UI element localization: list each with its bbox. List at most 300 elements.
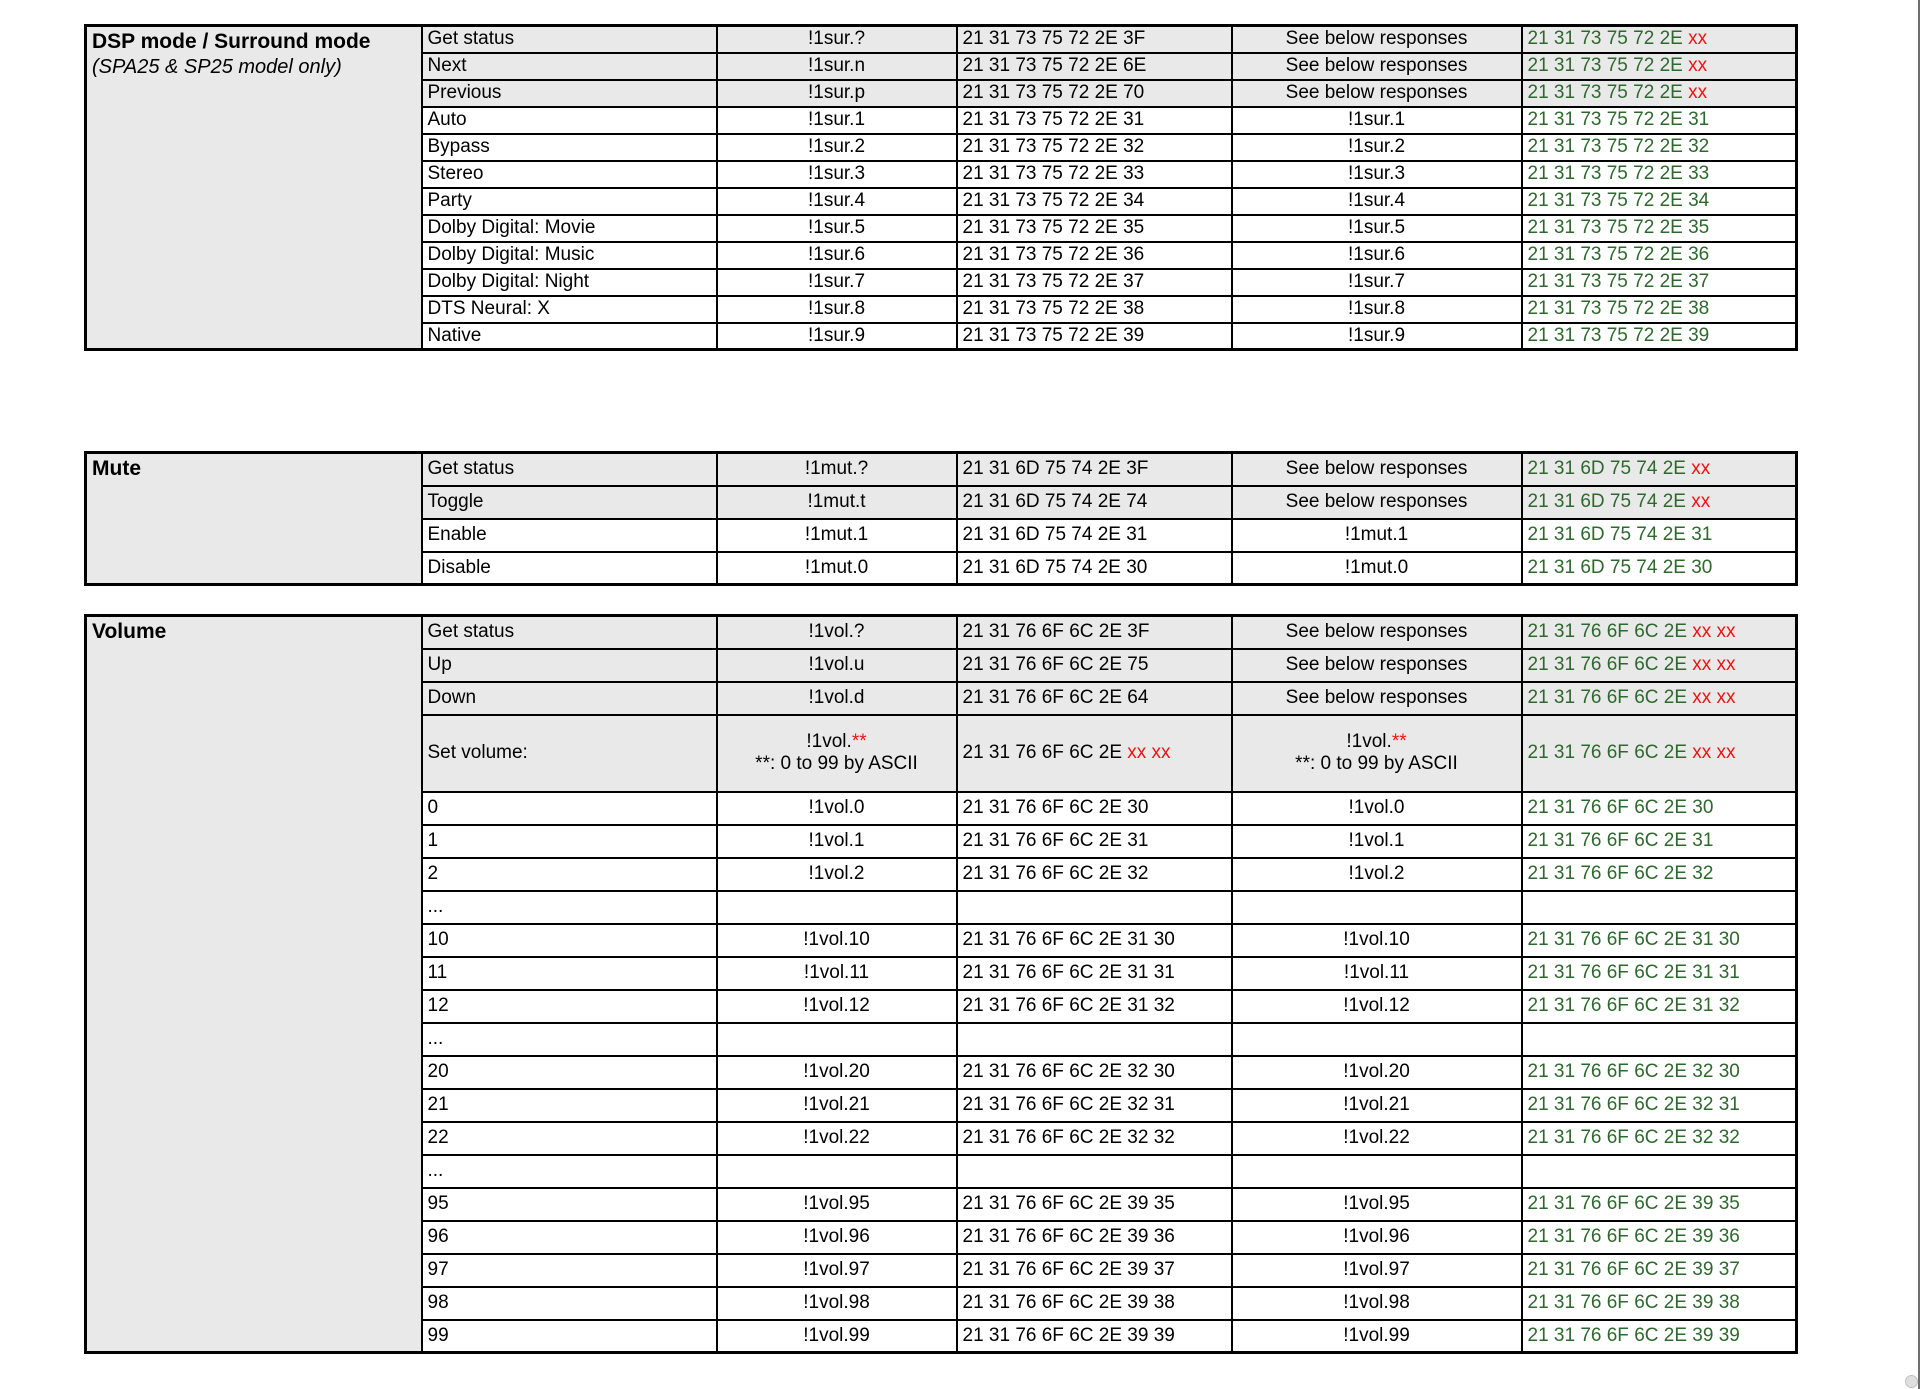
cell-hex-response bbox=[1522, 616, 1797, 649]
cell-hex-response bbox=[1522, 1056, 1797, 1089]
cell-line bbox=[723, 325, 951, 347]
cell-ascii-command bbox=[717, 269, 957, 296]
cell-line bbox=[963, 82, 1226, 104]
cell-line bbox=[1238, 217, 1516, 239]
cell-hex-response bbox=[1522, 1221, 1797, 1254]
cell-hex-response bbox=[1522, 552, 1797, 585]
cell-command-name: Get status bbox=[422, 616, 717, 649]
cell-hex-response bbox=[1522, 891, 1797, 924]
cell-command-name: 1 bbox=[422, 825, 717, 858]
cell-line bbox=[1238, 325, 1516, 347]
cell-text: 21 31 76 6F 6C 2E 32 30 bbox=[962, 1061, 1175, 1083]
cell-line bbox=[963, 325, 1226, 347]
cell-hex-response bbox=[1522, 1254, 1797, 1287]
cell-text: 21 31 76 6F 6C 2E bbox=[1527, 621, 1693, 643]
cell-ascii-command bbox=[717, 80, 957, 107]
cell-text: 21 31 73 75 72 2E bbox=[1527, 82, 1689, 104]
cell-command-name: Stereo bbox=[422, 161, 717, 188]
cell-hex-response bbox=[1522, 519, 1797, 552]
cell-text: !1sur.9 bbox=[807, 324, 866, 346]
cell-hex-command bbox=[957, 26, 1232, 53]
cell-command-name: DTS Neural: X bbox=[422, 296, 717, 323]
cell-command-name: Disable bbox=[422, 552, 717, 585]
cell-ascii-command bbox=[717, 1221, 957, 1254]
cell-response bbox=[1232, 486, 1522, 519]
cell-response bbox=[1232, 616, 1522, 649]
category-title: Volume bbox=[92, 620, 167, 643]
cell-command-name: Dolby Digital: Music bbox=[422, 242, 717, 269]
cell-text: 21 31 76 6F 6C 2E 39 35 bbox=[1527, 1193, 1740, 1215]
cell-text: See below responses bbox=[1285, 654, 1468, 676]
cell-command-name: Next bbox=[422, 53, 717, 80]
cell-text: !1vol.21 bbox=[1343, 1094, 1410, 1116]
cell-line bbox=[723, 654, 951, 676]
cell-line bbox=[963, 929, 1226, 951]
cell-response bbox=[1232, 134, 1522, 161]
cell-text: !1sur.2 bbox=[1347, 136, 1406, 158]
cell-text: 21 31 6D 75 74 2E 31 bbox=[1527, 524, 1713, 546]
cell-line bbox=[1528, 557, 1791, 579]
command-table-volume bbox=[84, 614, 1798, 1354]
cell-line bbox=[1238, 830, 1516, 852]
cell-ascii-command bbox=[717, 161, 957, 188]
cell-line bbox=[723, 28, 951, 50]
cell-line bbox=[1238, 1061, 1516, 1083]
cell-text: 21 31 73 75 72 2E 36 bbox=[962, 244, 1145, 266]
cell-text: 21 31 73 75 72 2E 39 bbox=[1527, 324, 1710, 346]
cell-hex-command bbox=[957, 1188, 1232, 1221]
cell-line bbox=[723, 458, 951, 480]
cell-ascii-command bbox=[717, 990, 957, 1023]
cell-ascii-command bbox=[717, 792, 957, 825]
cell-text: 21 31 6D 75 74 2E 30 bbox=[1527, 556, 1713, 578]
cell-command-name: Enable bbox=[422, 519, 717, 552]
cell-line bbox=[1528, 1259, 1791, 1281]
cell-line bbox=[1238, 687, 1516, 709]
cell-hex-command bbox=[957, 649, 1232, 682]
cell-text: !1sur.7 bbox=[807, 271, 866, 293]
cell-command-name: 0 bbox=[422, 792, 717, 825]
cell-text: **: 0 to 99 by ASCII bbox=[755, 753, 918, 774]
table-row bbox=[86, 26, 1797, 53]
cell-response bbox=[1232, 296, 1522, 323]
cell-hex-response bbox=[1522, 1122, 1797, 1155]
command-table-mute bbox=[84, 451, 1798, 586]
table-row bbox=[86, 616, 1797, 649]
cell-text: 21 31 6D 75 74 2E bbox=[1527, 458, 1692, 480]
cell-response bbox=[1232, 53, 1522, 80]
cell-hex-command bbox=[957, 1320, 1232, 1353]
cell-text: 21 31 76 6F 6C 2E bbox=[1527, 742, 1693, 764]
cell-text: xx bbox=[1691, 491, 1711, 513]
cell-text: !1sur.5 bbox=[807, 217, 866, 239]
cell-line bbox=[1238, 1226, 1516, 1248]
cell-text: See below responses bbox=[1285, 82, 1468, 104]
cell-ascii-command bbox=[717, 1320, 957, 1353]
cell-text: !1vol.97 bbox=[1343, 1259, 1410, 1281]
cell-line bbox=[1528, 244, 1791, 266]
cell-line bbox=[1238, 1292, 1516, 1314]
cell-hex-command bbox=[957, 1089, 1232, 1122]
cell-text: !1vol. bbox=[806, 731, 852, 753]
cell-hex-command bbox=[957, 215, 1232, 242]
cell-text: !1sur.4 bbox=[1347, 190, 1406, 212]
cell-text: !1sur.3 bbox=[1347, 163, 1406, 185]
cell-line bbox=[723, 82, 951, 104]
cell-response bbox=[1232, 858, 1522, 891]
cell-command-name: Auto bbox=[422, 107, 717, 134]
cell-line bbox=[1238, 190, 1516, 212]
cell-command-name: Party bbox=[422, 188, 717, 215]
cell-hex-response bbox=[1522, 53, 1797, 80]
cell-text: !1sur.8 bbox=[1347, 298, 1406, 320]
cell-hex-response bbox=[1522, 296, 1797, 323]
cell-hex-command bbox=[957, 134, 1232, 161]
cell-text: xx xx bbox=[1692, 742, 1736, 764]
cell-text: !1mut.1 bbox=[1344, 524, 1409, 546]
cell-line bbox=[1238, 1325, 1516, 1347]
cell-line bbox=[963, 298, 1226, 320]
cell-hex-command bbox=[957, 486, 1232, 519]
cell-ascii-command bbox=[717, 957, 957, 990]
cell-response bbox=[1232, 107, 1522, 134]
cell-text: ** bbox=[851, 731, 867, 753]
cell-text: 21 31 76 6F 6C 2E 39 37 bbox=[1527, 1259, 1740, 1281]
cell-text: See below responses bbox=[1285, 28, 1468, 50]
cell-text: 21 31 76 6F 6C 2E 39 36 bbox=[1527, 1226, 1740, 1248]
cell-line bbox=[723, 621, 951, 643]
cell-hex-command bbox=[957, 453, 1232, 486]
cell-text: 21 31 73 75 72 2E 39 bbox=[962, 324, 1145, 346]
cell-line bbox=[963, 190, 1226, 212]
cell-text: 21 31 76 6F 6C 2E 32 32 bbox=[1527, 1127, 1740, 1149]
cell-line bbox=[963, 830, 1226, 852]
cell-response bbox=[1232, 188, 1522, 215]
cell-text: See below responses bbox=[1285, 621, 1468, 643]
cell-line bbox=[723, 163, 951, 185]
cell-text: xx bbox=[1688, 55, 1708, 77]
cell-command-name: 22 bbox=[422, 1122, 717, 1155]
cell-line bbox=[1528, 830, 1791, 852]
cell-text: 21 31 73 75 72 2E 34 bbox=[1527, 190, 1710, 212]
cell-text: 21 31 73 75 72 2E 31 bbox=[962, 109, 1145, 131]
cell-response bbox=[1232, 715, 1522, 792]
cell-ascii-command bbox=[717, 26, 957, 53]
cell-text: !1mut.t bbox=[807, 491, 866, 513]
cell-response bbox=[1232, 1254, 1522, 1287]
cell-command-name: 10 bbox=[422, 924, 717, 957]
cell-command-name: 21 bbox=[422, 1089, 717, 1122]
cell-hex-response bbox=[1522, 453, 1797, 486]
cell-hex-response bbox=[1522, 107, 1797, 134]
cell-hex-response bbox=[1522, 242, 1797, 269]
cell-line bbox=[1238, 863, 1516, 885]
cell-text: 21 31 76 6F 6C 2E 31 32 bbox=[962, 995, 1175, 1017]
cell-text: 21 31 76 6F 6C 2E 31 30 bbox=[962, 929, 1175, 951]
cell-line bbox=[1238, 55, 1516, 77]
cell-line bbox=[1528, 28, 1791, 50]
cell-hex-command bbox=[957, 990, 1232, 1023]
cell-text: xx bbox=[1691, 458, 1711, 480]
cell-response bbox=[1232, 990, 1522, 1023]
cell-hex-response bbox=[1522, 1188, 1797, 1221]
cell-text: !1vol.12 bbox=[1343, 995, 1410, 1017]
cell-line bbox=[1238, 797, 1516, 819]
cell-text: 21 31 73 75 72 2E 3F bbox=[962, 28, 1146, 50]
cell-line bbox=[1528, 1193, 1791, 1215]
cell-command-name: Down bbox=[422, 682, 717, 715]
cell-line bbox=[723, 995, 951, 1017]
cell-text: !1sur.9 bbox=[1347, 324, 1406, 346]
cell-command-name: 97 bbox=[422, 1254, 717, 1287]
cell-text: !1vol.2 bbox=[1348, 863, 1405, 885]
cell-command-name: Get status bbox=[422, 453, 717, 486]
cell-hex-command bbox=[957, 858, 1232, 891]
cell-line bbox=[723, 271, 951, 293]
cell-text: !1sur.6 bbox=[1347, 244, 1406, 266]
cell-response bbox=[1232, 891, 1522, 924]
cell-text: 21 31 76 6F 6C 2E 39 39 bbox=[962, 1324, 1175, 1346]
cell-hex-command bbox=[957, 715, 1232, 792]
cell-text: See below responses bbox=[1285, 491, 1468, 513]
cell-line bbox=[1528, 271, 1791, 293]
cell-text: !1vol.20 bbox=[1343, 1061, 1410, 1083]
cell-line bbox=[723, 1127, 951, 1149]
cell-response bbox=[1232, 1089, 1522, 1122]
cell-line bbox=[963, 1325, 1226, 1347]
cell-text: !1vol.98 bbox=[803, 1292, 870, 1314]
cell-hex-command bbox=[957, 269, 1232, 296]
cell-command-name: Dolby Digital: Movie bbox=[422, 215, 717, 242]
cell-ascii-command bbox=[717, 53, 957, 80]
cell-line bbox=[963, 863, 1226, 885]
category-title: DSP mode / Surround mode bbox=[92, 30, 371, 53]
scrollbar-thumb[interactable] bbox=[1905, 1375, 1918, 1388]
cell-text: !1vol. bbox=[1346, 731, 1392, 753]
cell-ascii-command bbox=[717, 1155, 957, 1188]
cell-text: 21 31 6D 75 74 2E 30 bbox=[962, 556, 1148, 578]
cell-ascii-command bbox=[717, 1287, 957, 1320]
cell-line bbox=[963, 1292, 1226, 1314]
cell-hex-command bbox=[957, 80, 1232, 107]
cell-response bbox=[1232, 552, 1522, 585]
cell-line bbox=[1528, 687, 1791, 709]
cell-line bbox=[1528, 163, 1791, 185]
cell-text: !1sur.7 bbox=[1347, 271, 1406, 293]
cell-text: 21 31 76 6F 6C 2E bbox=[962, 742, 1128, 764]
cell-hex-command bbox=[957, 924, 1232, 957]
cell-line bbox=[963, 1193, 1226, 1215]
cell-line bbox=[1528, 797, 1791, 819]
cell-ascii-command bbox=[717, 215, 957, 242]
cell-text: 21 31 73 75 72 2E 34 bbox=[962, 190, 1145, 212]
cell-line bbox=[723, 1226, 951, 1248]
cell-text: 21 31 73 75 72 2E 35 bbox=[1527, 217, 1710, 239]
cell-line bbox=[963, 1226, 1226, 1248]
cell-text: !1sur.p bbox=[807, 82, 866, 104]
cell-line bbox=[963, 995, 1226, 1017]
cell-hex-command bbox=[957, 1056, 1232, 1089]
cell-line bbox=[1528, 524, 1791, 546]
cell-line bbox=[1528, 298, 1791, 320]
cell-line bbox=[963, 1061, 1226, 1083]
cell-hex-command bbox=[957, 161, 1232, 188]
cell-line bbox=[723, 1325, 951, 1347]
cell-text: xx bbox=[1688, 82, 1708, 104]
cell-line bbox=[963, 109, 1226, 131]
cell-hex-response bbox=[1522, 161, 1797, 188]
cell-text: !1sur.1 bbox=[1347, 109, 1406, 131]
cell-hex-command bbox=[957, 188, 1232, 215]
cell-text: 21 31 6D 75 74 2E bbox=[1527, 491, 1692, 513]
cell-text: 21 31 76 6F 6C 2E 31 31 bbox=[1527, 962, 1740, 984]
cell-command-name: Up bbox=[422, 649, 717, 682]
cell-text: xx xx bbox=[1692, 621, 1736, 643]
cell-text: !1sur.? bbox=[807, 28, 866, 50]
cell-line bbox=[1238, 491, 1516, 513]
cell-ascii-command bbox=[717, 519, 957, 552]
cell-command-name: Dolby Digital: Night bbox=[422, 269, 717, 296]
cell-line bbox=[963, 55, 1226, 77]
cell-line bbox=[723, 753, 951, 775]
cell-text: 21 31 73 75 72 2E 35 bbox=[962, 217, 1145, 239]
cell-text: !1vol.11 bbox=[1343, 962, 1410, 984]
cell-text: 21 31 76 6F 6C 2E 31 bbox=[1527, 830, 1714, 852]
cell-command-name: 12 bbox=[422, 990, 717, 1023]
cell-text: !1vol.96 bbox=[1343, 1226, 1410, 1248]
cell-line bbox=[1238, 557, 1516, 579]
cell-text: 21 31 76 6F 6C 2E 39 36 bbox=[962, 1226, 1175, 1248]
cell-response bbox=[1232, 649, 1522, 682]
cell-line bbox=[723, 1193, 951, 1215]
cell-command-name: Previous bbox=[422, 80, 717, 107]
cell-line bbox=[723, 687, 951, 709]
cell-text: 21 31 73 75 72 2E bbox=[1527, 28, 1689, 50]
cell-line bbox=[723, 1061, 951, 1083]
cell-ascii-command bbox=[717, 134, 957, 161]
cell-line bbox=[723, 244, 951, 266]
cell-line bbox=[723, 109, 951, 131]
cell-hex-command bbox=[957, 1221, 1232, 1254]
cell-text: !1mut.0 bbox=[1344, 556, 1409, 578]
cell-line bbox=[1238, 654, 1516, 676]
cell-hex-response bbox=[1522, 649, 1797, 682]
cell-line bbox=[963, 163, 1226, 185]
cell-text: !1vol.99 bbox=[1343, 1324, 1410, 1346]
cell-line bbox=[723, 524, 951, 546]
cell-line bbox=[1238, 109, 1516, 131]
cell-text: 21 31 73 75 72 2E 31 bbox=[1527, 109, 1710, 131]
cell-line bbox=[963, 962, 1226, 984]
cell-text: 21 31 73 75 72 2E 33 bbox=[962, 163, 1145, 185]
cell-text: 21 31 73 75 72 2E 38 bbox=[1527, 298, 1710, 320]
cell-hex-command bbox=[957, 1155, 1232, 1188]
cell-text: 21 31 76 6F 6C 2E 39 38 bbox=[962, 1292, 1175, 1314]
cell-hex-response bbox=[1522, 80, 1797, 107]
cell-line bbox=[963, 654, 1226, 676]
cell-line bbox=[963, 271, 1226, 293]
cell-ascii-command bbox=[717, 1056, 957, 1089]
cell-text: 21 31 73 75 72 2E 33 bbox=[1527, 163, 1710, 185]
category-note: (SPA25 & SP25 model only) bbox=[92, 56, 342, 78]
cell-hex-response bbox=[1522, 990, 1797, 1023]
cell-hex-command bbox=[957, 682, 1232, 715]
cell-text: !1sur.3 bbox=[807, 163, 866, 185]
cell-command-name: 2 bbox=[422, 858, 717, 891]
cell-line bbox=[963, 524, 1226, 546]
cell-response bbox=[1232, 26, 1522, 53]
cell-line bbox=[1528, 217, 1791, 239]
cell-hex-response bbox=[1522, 792, 1797, 825]
cell-line bbox=[1238, 28, 1516, 50]
cell-ascii-command bbox=[717, 891, 957, 924]
cell-line bbox=[1238, 458, 1516, 480]
cell-text: !1sur.n bbox=[807, 55, 866, 77]
cell-text: 21 31 76 6F 6C 2E 32 31 bbox=[962, 1094, 1175, 1116]
cell-hex-response bbox=[1522, 1023, 1797, 1056]
cell-text: 21 31 76 6F 6C 2E 32 bbox=[962, 863, 1149, 885]
cell-text: !1sur.6 bbox=[807, 244, 866, 266]
cell-line bbox=[1528, 491, 1791, 513]
cell-ascii-command bbox=[717, 825, 957, 858]
table-row bbox=[86, 453, 1797, 486]
category-cell bbox=[86, 26, 422, 350]
cell-line bbox=[1528, 1061, 1791, 1083]
cell-hex-command bbox=[957, 1023, 1232, 1056]
cell-ascii-command bbox=[717, 107, 957, 134]
cell-command-name: 20 bbox=[422, 1056, 717, 1089]
cell-text: xx xx bbox=[1127, 742, 1171, 764]
cell-line bbox=[723, 491, 951, 513]
cell-text: !1vol.98 bbox=[1343, 1292, 1410, 1314]
cell-text: 21 31 73 75 72 2E 32 bbox=[962, 136, 1145, 158]
cell-line bbox=[963, 217, 1226, 239]
cell-line bbox=[1528, 929, 1791, 951]
cell-command-name: Get status bbox=[422, 26, 717, 53]
cell-text: !1vol.99 bbox=[803, 1324, 870, 1346]
cell-text: !1vol.10 bbox=[1343, 929, 1410, 951]
cell-text: xx bbox=[1688, 28, 1708, 50]
cell-hex-command bbox=[957, 891, 1232, 924]
cell-line bbox=[1528, 458, 1791, 480]
cell-ascii-command bbox=[717, 924, 957, 957]
cell-hex-response bbox=[1522, 269, 1797, 296]
cell-line bbox=[1238, 753, 1516, 775]
cell-command-name: 98 bbox=[422, 1287, 717, 1320]
cell-line bbox=[723, 1292, 951, 1314]
cell-text: 21 31 73 75 72 2E 37 bbox=[962, 271, 1145, 293]
cell-line bbox=[1238, 244, 1516, 266]
cell-response bbox=[1232, 323, 1522, 350]
cell-text: 21 31 76 6F 6C 2E 3F bbox=[962, 621, 1150, 643]
cell-text: 21 31 73 75 72 2E 32 bbox=[1527, 136, 1710, 158]
category-cell bbox=[86, 616, 422, 1353]
cell-text: 21 31 6D 75 74 2E 74 bbox=[962, 491, 1148, 513]
cell-ascii-command bbox=[717, 552, 957, 585]
cell-hex-response bbox=[1522, 188, 1797, 215]
cell-command-name: ... bbox=[422, 891, 717, 924]
cell-text: See below responses bbox=[1285, 458, 1468, 480]
cell-hex-command bbox=[957, 107, 1232, 134]
cell-line bbox=[1528, 1094, 1791, 1116]
cell-text: !1vol.96 bbox=[803, 1226, 870, 1248]
cell-response bbox=[1232, 269, 1522, 296]
cell-line bbox=[963, 458, 1226, 480]
cell-text: !1vol.95 bbox=[803, 1193, 870, 1215]
cell-text: !1sur.2 bbox=[807, 136, 866, 158]
cell-text: 21 31 76 6F 6C 2E 31 31 bbox=[962, 962, 1175, 984]
cell-hex-command bbox=[957, 296, 1232, 323]
